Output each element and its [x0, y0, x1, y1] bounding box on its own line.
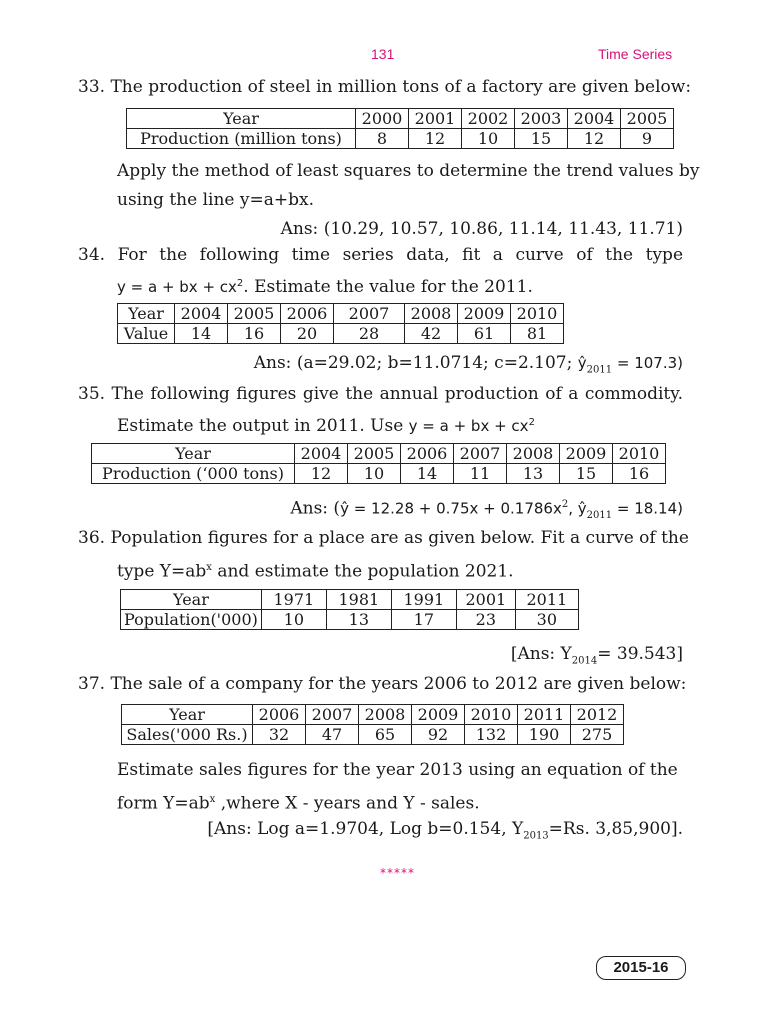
table-cell: 20: [281, 324, 334, 344]
table-cell: 61: [458, 324, 511, 344]
table-cell: 2009: [412, 705, 465, 725]
question-text: form $Y=ab^x$ ,where X - years and Y - sales.: [117, 793, 480, 814]
question-text: type $Y=ab^x$ and estimate the population 2021.: [117, 561, 514, 582]
question-37: [78, 673, 686, 695]
table-cell: 2011: [515, 590, 578, 610]
table-cell: 16: [228, 324, 281, 344]
table-cell: 10: [261, 610, 326, 630]
table-cell: 12: [568, 129, 621, 149]
question-text: The sale of a company for the years 2006 to 2012 are given below:: [110, 674, 687, 694]
question-number: 35.: [78, 384, 106, 404]
question-36: [78, 527, 689, 549]
table-q36: [120, 589, 579, 630]
table-cell: 2006: [253, 705, 306, 725]
table-cell: 65: [359, 725, 412, 745]
question-35: [78, 383, 683, 405]
table-cell: 2007: [454, 444, 507, 464]
table-cell: 47: [306, 725, 359, 745]
table-cell: 2002: [462, 109, 515, 129]
table-row: [127, 129, 674, 149]
table-cell: 1971: [261, 590, 326, 610]
question-number: 34.: [78, 245, 106, 265]
table-row: [122, 725, 624, 745]
table-cell: 13: [507, 464, 560, 484]
table-cell: 2001: [456, 590, 515, 610]
table-cell: 2007: [306, 705, 359, 725]
table-q34: [117, 303, 564, 344]
table-cell: 14: [175, 324, 228, 344]
table-cell: Population('000): [121, 610, 262, 630]
answer: Ans: (ŷ = $12.28 + 0.75x + 0.1786x^2$, $ŷ_{2011} = 18.14$): [290, 498, 683, 522]
table-row: [122, 705, 624, 725]
answer: [Ans: $Y_{2014}= 39.543$]: [510, 644, 683, 667]
table-cell: 10: [462, 129, 515, 149]
table-cell: Production (‘000 tons): [92, 464, 295, 484]
page-number: 131: [371, 46, 395, 62]
table-row: [92, 444, 666, 464]
question-34: [78, 244, 683, 266]
question-text: The following figures give the annual production of a commodity.: [111, 384, 683, 404]
table-cell: 11: [454, 464, 507, 484]
table-cell: 10: [348, 464, 401, 484]
table-cell: 2009: [560, 444, 613, 464]
table-cell: 2004: [568, 109, 621, 129]
table-cell: 1991: [391, 590, 456, 610]
table-row: [118, 324, 564, 344]
table-cell: 12: [295, 464, 348, 484]
table-cell: Year: [118, 304, 175, 324]
table-cell: 14: [401, 464, 454, 484]
table-cell: 15: [560, 464, 613, 484]
table-cell: 30: [515, 610, 578, 630]
table-cell: 23: [456, 610, 515, 630]
question-text: Estimate sales figures for the year 2013 using an equation of the: [117, 760, 678, 780]
table-row: [118, 304, 564, 324]
question-text: Population figures for a place are as given below. Fit a curve of the: [110, 528, 689, 548]
question-number: 36.: [78, 528, 106, 548]
table-cell: 28: [334, 324, 405, 344]
table-cell: 2000: [356, 109, 409, 129]
table-row: [121, 610, 579, 630]
table-cell: Year: [121, 590, 262, 610]
table-cell: Year: [122, 705, 253, 725]
table-cell: Production (million tons): [127, 129, 356, 149]
table-cell: 12: [409, 129, 462, 149]
question-text: y = a + bx + $cx^2$. Estimate the value for the 2011.: [117, 277, 533, 297]
table-cell: 2003: [515, 109, 568, 129]
equation: y = a + bx + $cx^2$: [117, 278, 244, 296]
table-cell: 2004: [175, 304, 228, 324]
table-cell: 2005: [228, 304, 281, 324]
table-cell: 2009: [458, 304, 511, 324]
question-text: For the following time series data, fit a curve of the type: [117, 245, 683, 265]
table-cell: 32: [253, 725, 306, 745]
table-cell: 17: [391, 610, 456, 630]
answer: Ans: (10.29, 10.57, 10.86, 11.14, 11.43, 11.71): [280, 219, 683, 239]
table-cell: 2008: [507, 444, 560, 464]
table-cell: 2010: [465, 705, 518, 725]
question-text: Estimate the output in 2011. Use y = a + bx + $cx^2$: [117, 416, 535, 436]
table-cell: 2005: [621, 109, 674, 129]
table-cell: 2006: [281, 304, 334, 324]
table-cell: 2012: [571, 705, 624, 725]
table-cell: 81: [511, 324, 564, 344]
table-cell: 2010: [613, 444, 666, 464]
table-cell: 2007: [334, 304, 405, 324]
table-cell: 2001: [409, 109, 462, 129]
table-cell: 2008: [359, 705, 412, 725]
question-text: using the line y=a+bx.: [117, 190, 314, 210]
table-cell: 9: [621, 129, 674, 149]
table-cell: 2004: [295, 444, 348, 464]
table-q35: [91, 443, 666, 484]
equation: y = a + bx + $cx^2$: [408, 417, 535, 435]
table-cell: 2005: [348, 444, 401, 464]
table-cell: 16: [613, 464, 666, 484]
table-cell: 2011: [518, 705, 571, 725]
table-cell: 8: [356, 129, 409, 149]
table-row: [92, 464, 666, 484]
table-cell: 190: [518, 725, 571, 745]
question-33: [78, 76, 691, 98]
section-title: Time Series: [598, 46, 673, 62]
table-cell: 2008: [405, 304, 458, 324]
table-cell: 92: [412, 725, 465, 745]
question-number: 33.: [78, 77, 106, 97]
table-cell: 2006: [401, 444, 454, 464]
answer: [Ans: Log a=1.9704, Log b=0.154, $Y_{2013}=Rs$. 3,85,900].: [207, 819, 683, 842]
table-cell: 42: [405, 324, 458, 344]
table-cell: Year: [92, 444, 295, 464]
answer: Ans: (a=29.02; b=11.0714; c=2.107; $ŷ_{2011} = 107.3$): [253, 353, 683, 376]
table-cell: Year: [127, 109, 356, 129]
table-cell: 13: [326, 610, 391, 630]
table-cell: 1981: [326, 590, 391, 610]
table-cell: Sales('000 Rs.): [122, 725, 253, 745]
table-cell: 2010: [511, 304, 564, 324]
table-cell: Value: [118, 324, 175, 344]
edition-badge: 2015-16: [596, 956, 686, 980]
table-q33: [126, 108, 674, 149]
table-row: [121, 590, 579, 610]
table-cell: 275: [571, 725, 624, 745]
question-text: Apply the method of least squares to determine the trend values by: [117, 161, 700, 181]
table-row: [127, 109, 674, 129]
table-cell: 132: [465, 725, 518, 745]
section-end-stars: *****: [380, 866, 415, 880]
table-cell: 15: [515, 129, 568, 149]
question-number: 37.: [78, 674, 106, 694]
table-q37: [121, 704, 624, 745]
question-text: The production of steel in million tons of a factory are given below:: [110, 77, 692, 97]
